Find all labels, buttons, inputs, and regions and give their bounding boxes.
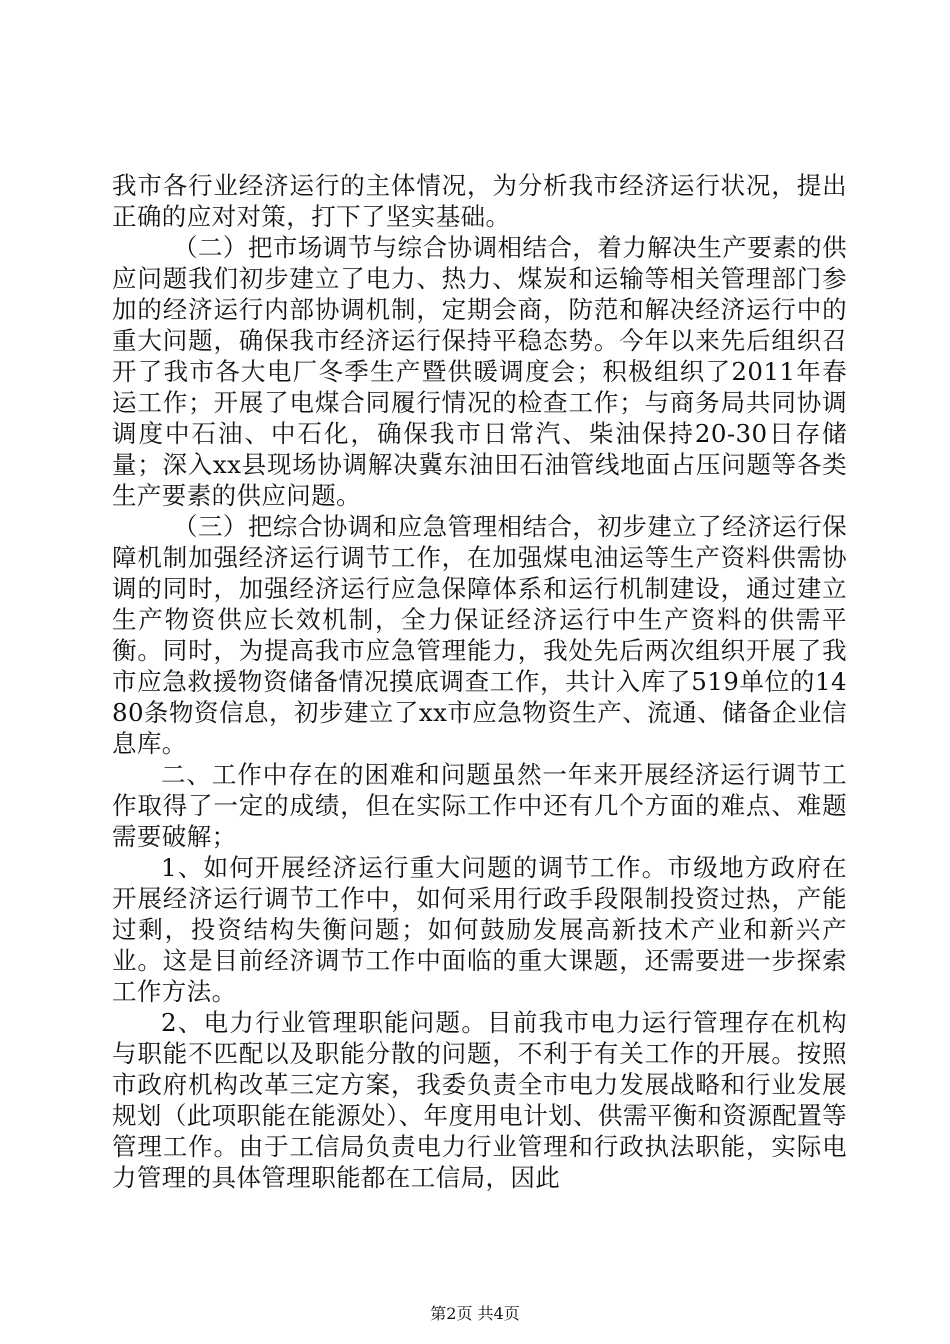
page-footer	[0, 1304, 950, 1324]
paragraph-section-3: （三）把综合协调和应急管理相结合，初步建立了经济运行保障机制加强经济运行调节工作，在加强煤电油运等生产资料供需协调的同时，加强经济运行应急保障体系和运行机制建设，通过建立生产物资供应长效机制，全力保证经济运行中生产资料的供需平衡。同时，为提高我市应急管理能力，我处先后两次组织开展了我市应急救援物资储备情况摸底调查工作，共计入库了519单位的1480条物资信息，初步建立了xx市应急物资生产、流通、储备企业信息库。	[112, 512, 847, 758]
paragraph-problems-heading: 二、工作中存在的困难和问题虽然一年来开展经济运行调节工作取得了一定的成绩，但在实际工作中还有几个方面的难点、难题需要破解；	[112, 760, 847, 851]
page-number-label: 第2页 共4页	[430, 1304, 520, 1323]
paragraph-intro-continuation: 我市各行业经济运行的主体情况，为分析我市经济运行状况，提出正确的应对对策，打下了坚实基础。	[112, 171, 847, 231]
paragraph-problem-2: 2、电力行业管理职能问题。目前我市电力运行管理存在机构与职能不匹配以及职能分散的问题，不利于有关工作的开展。按照市政府机构改革三定方案，我委负责全市电力发展战略和行业发展规划（此项职能在能源处）、年度用电计划、供需平衡和资源配置等管理工作。由于工信局负责电力行业管理和行政执法职能，实际电力管理的具体管理职能都在工信局，因此	[112, 1008, 847, 1192]
paragraph-problem-1: 1、如何开展经济运行重大问题的调节工作。市级地方政府在开展经济运行调节工作中，如何采用行政手段限制投资过热，产能过剩，投资结构失衡问题；如何鼓励发展高新技术产业和新兴产业。这是目前经济调节工作中面临的重大课题，还需要进一步探索工作方法。	[112, 853, 847, 1006]
document-body	[112, 170, 847, 1193]
paragraph-section-2: （二）把市场调节与综合协调相结合，着力解决生产要素的供应问题我们初步建立了电力、热力、煤炭和运输等相关管理部门参加的经济运行内部协调机制，定期会商，防范和解决经济运行中的重大问题，确保我市经济运行保持平稳态势。今年以来先后组织召开了我市各大电厂冬季生产暨供暖调度会；积极组织了2011年春运工作；开展了电煤合同履行情况的检查工作；与商务局共同协调调度中石油、中石化，确保我市日常汽、柴油保持20-30日存储量；深入xx县现场协调解决冀东油田石油管线地面占压问题等各类生产要素的供应问题。	[112, 233, 847, 510]
